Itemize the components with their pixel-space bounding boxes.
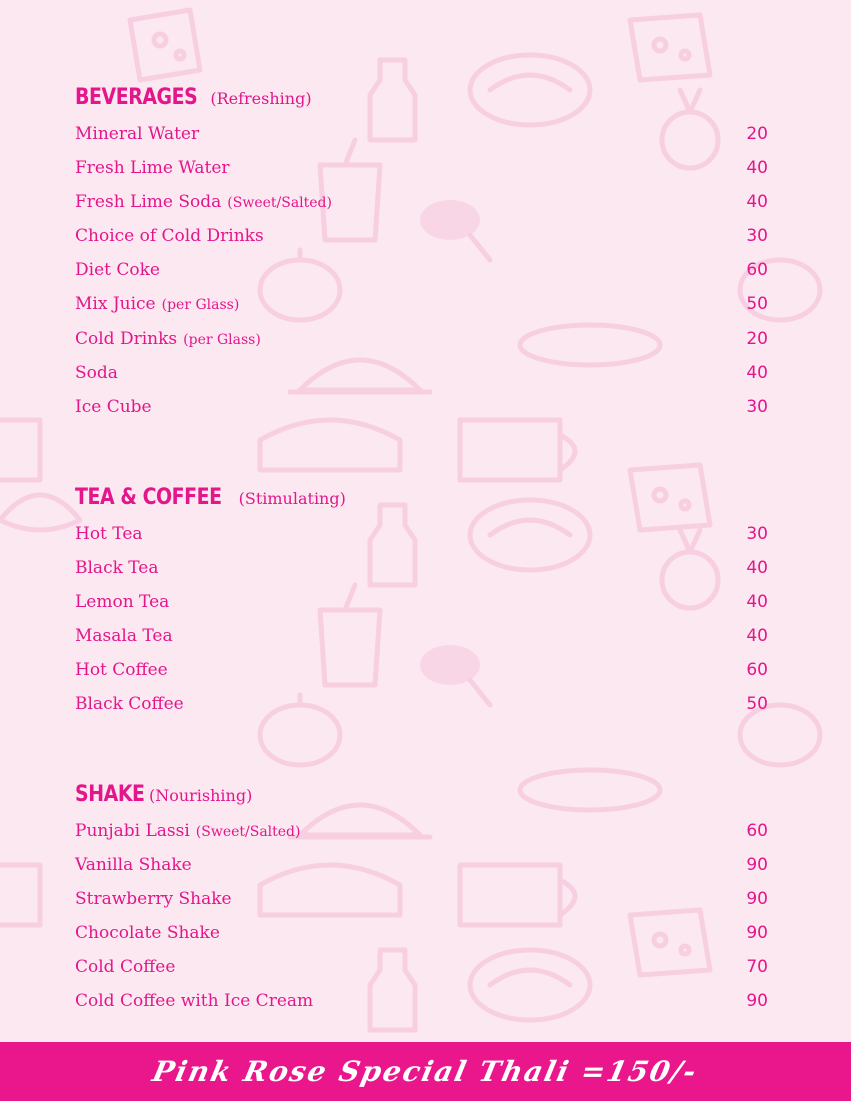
item-name: Cold Drinks — [75, 328, 178, 349]
item-price: 40 — [746, 192, 768, 213]
item-name: Black Coffee — [75, 694, 184, 715]
item-note: (Sweet/Salted) — [195, 824, 301, 840]
item-price: 30 — [746, 524, 768, 544]
menu-item — [75, 185, 768, 219]
item-price: 90 — [746, 855, 768, 876]
section-shake — [75, 780, 768, 1019]
item-price: 30 — [746, 226, 768, 247]
item-name: Cold Coffee — [75, 957, 176, 978]
menu-item — [75, 814, 768, 848]
menu-item — [75, 322, 768, 356]
menu-item — [75, 117, 768, 151]
item-price: 20 — [746, 328, 768, 349]
mug-icon — [0, 420, 40, 480]
section-subtitle: (Refreshing) — [210, 89, 312, 108]
croissant-icon — [0, 495, 80, 530]
item-name: Ice Cube — [75, 396, 152, 417]
section-heading — [75, 83, 768, 113]
item-name: Black Tea — [75, 558, 159, 579]
item-price: 90 — [746, 889, 768, 910]
item-list — [75, 117, 768, 424]
item-list — [75, 814, 768, 1019]
cheese-icon — [130, 10, 200, 80]
item-price: 40 — [746, 158, 768, 179]
item-price: 20 — [746, 124, 768, 144]
menu-item — [75, 551, 768, 585]
menu-item — [75, 653, 768, 687]
item-note: (per Glass) — [161, 297, 240, 314]
menu-item — [75, 848, 768, 882]
menu-item — [75, 916, 768, 950]
item-price: 60 — [746, 660, 768, 681]
item-name: Cold Coffee with Ice Cream — [75, 991, 314, 1012]
item-name: Hot Tea — [75, 524, 143, 544]
menu-item — [75, 882, 768, 916]
item-name: Lemon Tea — [75, 592, 170, 613]
section-subtitle: (Stimulating) — [238, 489, 346, 508]
menu-item — [75, 287, 768, 321]
item-list — [75, 517, 768, 722]
item-note: (Sweet/Salted) — [227, 195, 332, 212]
menu-item — [75, 619, 768, 653]
item-name: Vanilla Shake — [75, 855, 192, 876]
section-heading — [75, 483, 768, 513]
section-subtitle: (Nourishing) — [148, 786, 253, 805]
section-title: BEVERAGES — [75, 85, 198, 110]
mug-icon — [0, 865, 40, 925]
item-name: Fresh Lime Water — [75, 158, 230, 179]
sandwich-icon — [260, 420, 400, 470]
item-name: Soda — [75, 362, 118, 383]
menu-item — [75, 984, 768, 1018]
item-name: Masala Tea — [75, 626, 173, 647]
item-price: 90 — [746, 923, 768, 944]
menu-item — [75, 950, 768, 984]
item-price: 40 — [746, 558, 768, 579]
item-note: (per Glass) — [183, 331, 261, 348]
item-price: 50 — [746, 694, 768, 715]
item-name: Hot Coffee — [75, 660, 168, 681]
item-price: 40 — [746, 592, 768, 613]
item-price: 40 — [746, 626, 768, 647]
item-price: 90 — [746, 991, 768, 1012]
menu-item — [75, 517, 768, 551]
item-price: 60 — [746, 821, 768, 841]
item-price: 50 — [746, 294, 768, 315]
item-price: 60 — [746, 260, 768, 281]
section-title: TEA & COFFEE — [75, 485, 222, 510]
item-name: Fresh Lime Soda — [75, 192, 222, 213]
item-price: 30 — [746, 396, 768, 417]
cheese-icon — [630, 15, 710, 80]
section-title: SHAKE — [75, 782, 145, 807]
menu-item — [75, 151, 768, 185]
item-price: 70 — [746, 957, 768, 978]
section-beverages — [75, 83, 768, 424]
item-price: 40 — [746, 362, 768, 383]
item-name: Choice of Cold Drinks — [75, 226, 264, 247]
item-name: Mix Juice — [75, 294, 156, 315]
menu-item — [75, 390, 768, 424]
section-heading — [75, 780, 768, 810]
menu-item — [75, 356, 768, 390]
item-name: Chocolate Shake — [75, 923, 220, 944]
footer-banner — [0, 1042, 851, 1101]
menu-item — [75, 687, 768, 721]
section-tea-coffee — [75, 483, 768, 722]
item-name: Strawberry Shake — [75, 889, 232, 910]
menu-item — [75, 253, 768, 287]
item-name: Mineral Water — [75, 124, 200, 144]
menu-item — [75, 585, 768, 619]
mug-icon — [460, 420, 575, 480]
menu-item — [75, 219, 768, 253]
item-name: Diet Coke — [75, 260, 160, 281]
footer-special-text: Pink Rose Special Thali =150/- — [149, 1055, 702, 1088]
item-name: Punjabi Lassi — [75, 821, 190, 841]
